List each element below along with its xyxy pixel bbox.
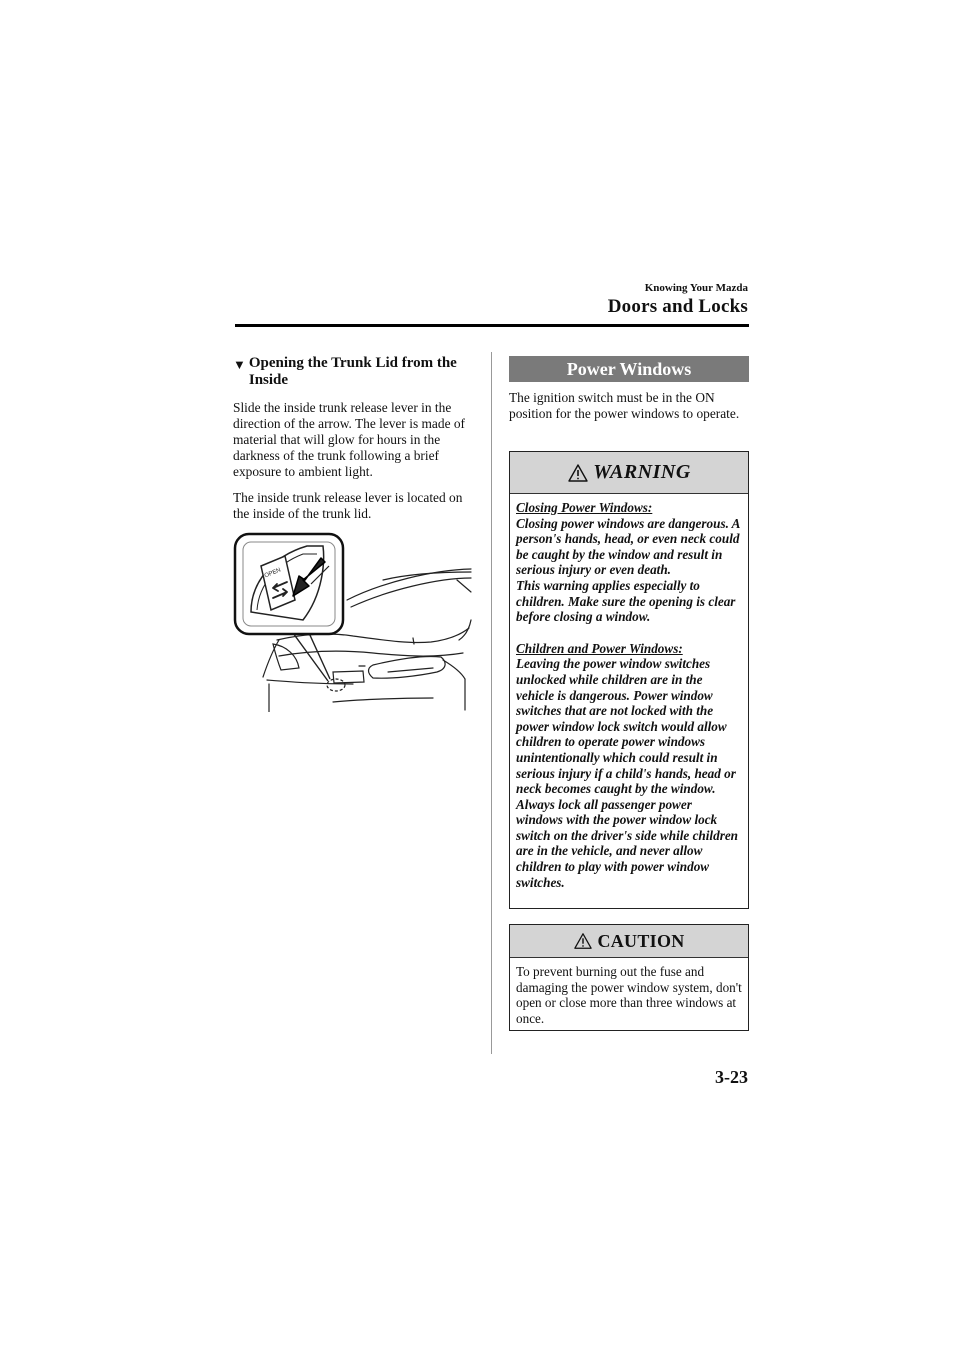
left-column	[233, 355, 478, 522]
warning-text-children: Leaving the power window switches unlocked while children are in the vehicle is dangerous. Power window switches that are not locked with the power window lock switch would allow children to operate power windows unintentionally which could result in serious injury if a child's hands, head or neck becomes caught by the window. Always lock all passenger power windows with the power window lock switch on the driver's side while children are in the vehicle, and never allow children to play with power window switches.	[516, 656, 739, 890]
caution-triangle-icon	[573, 932, 593, 950]
caution-title-text: CAUTION	[597, 930, 685, 951]
power-windows-intro: The ignition switch must be in the ON position for the power windows to operate.	[509, 390, 740, 421]
chapter-title: Knowing Your Mazda	[644, 282, 748, 294]
warning-box	[509, 451, 749, 909]
subsection-heading	[233, 355, 478, 389]
page-number: 3-23	[715, 1067, 748, 1087]
section-title: Doors and Locks	[607, 296, 748, 317]
instruction-paragraph: Slide the inside trunk release lever in the direction of the arrow. The lever is made of material that will glow for hours in the darkness of the trunk following a brief exposure to ambient light.	[233, 400, 466, 479]
column-divider	[491, 352, 492, 1054]
caution-text: To prevent burning out the fuse and damaging the power window system, don't open or close more than three windows at once.	[516, 964, 742, 1026]
warning-title-text: WARNING	[593, 461, 691, 483]
location-paragraph: The inside trunk release lever is located on the inside of the trunk lid.	[233, 490, 463, 521]
warning-triangle-icon	[567, 463, 589, 483]
right-column	[509, 356, 749, 422]
warning-subheading-children: Children and Power Windows:	[516, 640, 683, 656]
header-rule	[235, 324, 749, 327]
warning-subheading-closing: Closing Power Windows:	[516, 500, 653, 515]
warning-body	[510, 500, 748, 890]
svg-text:OPEN: OPEN	[263, 567, 282, 580]
caution-title	[510, 925, 748, 958]
subsection-heading-text: Opening the Trunk Lid from the Inside	[248, 355, 457, 388]
warning-text-children-note: This warning applies especially to children. Make sure the opening is clear before closing a window.	[516, 577, 736, 625]
trunk-release-illustration	[233, 532, 478, 717]
warning-title	[510, 452, 748, 494]
warning-text-closing: Closing power windows are dangerous. A person's hands, head, or even neck could be caught by the window and result in serious injury or even death.	[516, 515, 740, 578]
power-windows-banner: Power Windows	[509, 356, 749, 382]
triangle-down-icon: ▼	[233, 357, 246, 372]
caution-box	[509, 924, 749, 1031]
